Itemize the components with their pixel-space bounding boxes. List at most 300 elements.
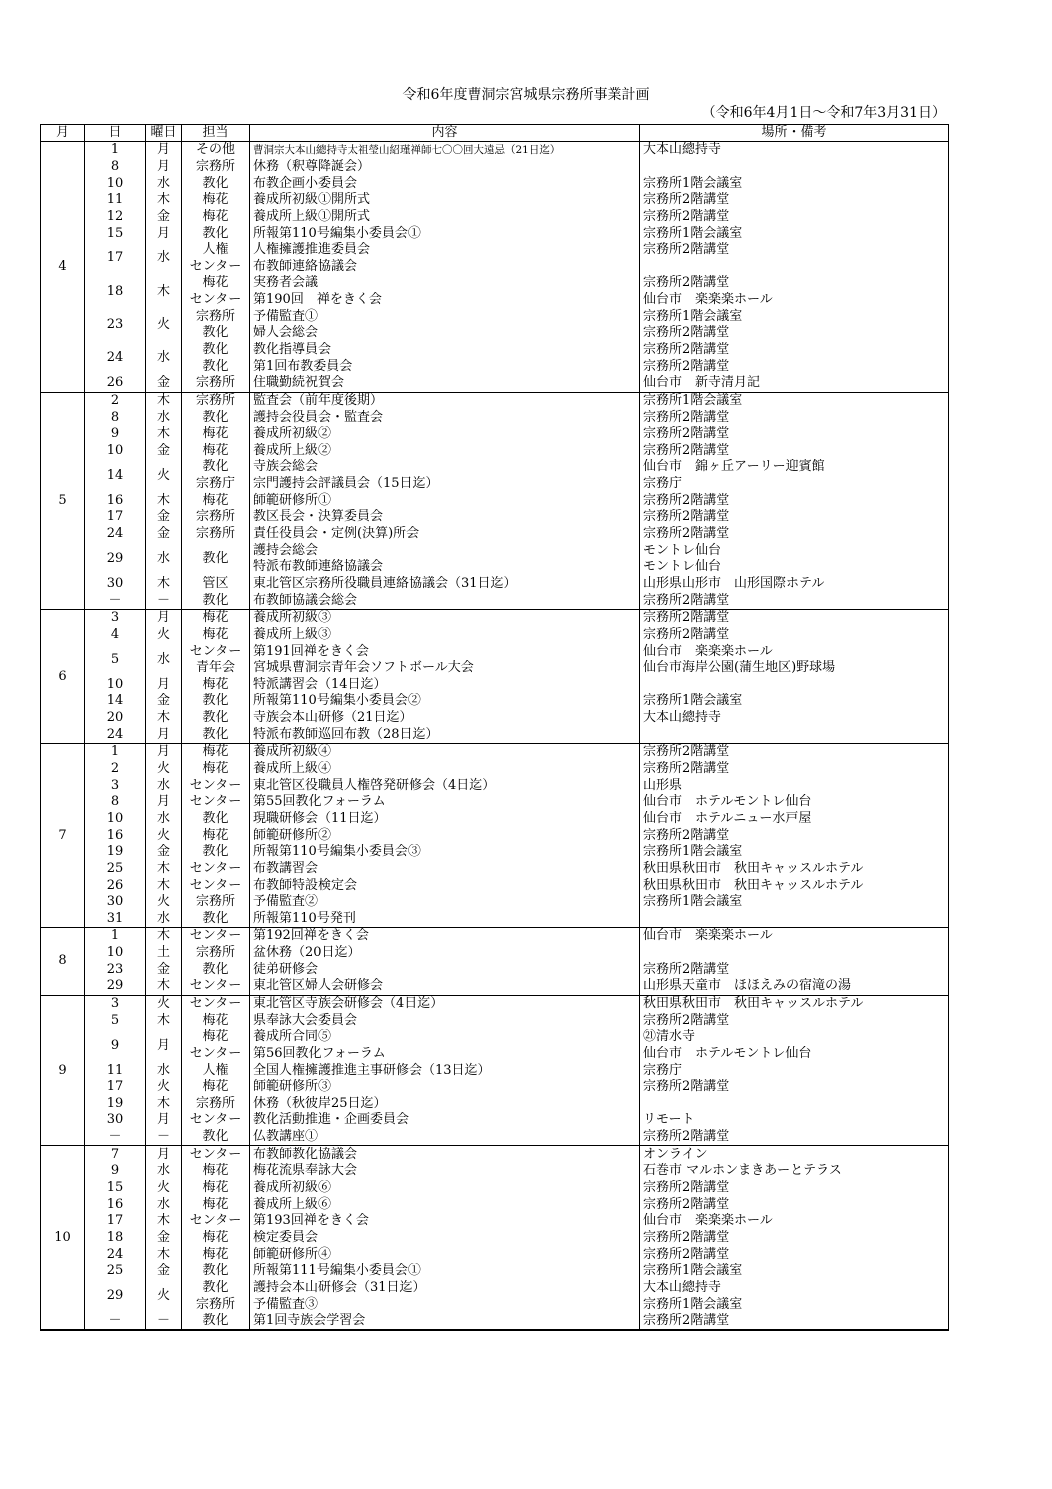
weekday-cell: 金 (146, 1263, 182, 1280)
day-cell: 10 (85, 443, 146, 460)
dept-cell: 梅花 (182, 609, 250, 626)
day-cell: 15 (85, 225, 146, 242)
dept-cell: 教化 (182, 1313, 250, 1331)
day-cell: 17 (85, 242, 146, 275)
content-cell: 師範研修所② (250, 827, 640, 844)
dept-cell: 教化 (182, 693, 250, 710)
content-cell: 教区長会・決算委員会 (250, 509, 640, 526)
dept-cell: 梅花 (182, 1163, 250, 1180)
content-cell: 第55回教化フォーラム (250, 794, 640, 811)
place-cell: 宗務所2階講堂 (640, 627, 949, 644)
content-cell: 第192回禅をきく会 (250, 928, 640, 945)
day-cell: 24 (85, 726, 146, 743)
weekday-cell: 木 (146, 576, 182, 593)
place-cell: 宗務所2階講堂 (640, 1129, 949, 1146)
table-row (41, 459, 949, 476)
dept-cell: 梅花 (182, 192, 250, 209)
content-cell: 養成所初級③ (250, 609, 640, 626)
place-cell: 秋田県秋田市 秋田キャッスルホテル (640, 861, 949, 878)
day-cell: 17 (85, 509, 146, 526)
dept-cell: 宗務所 (182, 392, 250, 409)
day-cell: 19 (85, 844, 146, 861)
dept-cell: 梅花 (182, 677, 250, 694)
weekday-cell: 月 (146, 225, 182, 242)
table-row (41, 877, 949, 894)
content-cell: 養成所上級③ (250, 627, 640, 644)
day-cell: 11 (85, 192, 146, 209)
table-header-row (41, 125, 949, 142)
day-cell: － (85, 1313, 146, 1331)
table-row (41, 609, 949, 626)
content-cell: 養成所初級①開所式 (250, 192, 640, 209)
content-cell: 婦人会総会 (250, 325, 640, 342)
dept-cell: 梅花 (182, 275, 250, 292)
place-cell: 仙台市 新寺清月記 (640, 375, 949, 392)
place-cell: 宗務所2階講堂 (640, 609, 949, 626)
table-row (41, 978, 949, 995)
dept-cell: センター (182, 794, 250, 811)
day-cell: 29 (85, 542, 146, 575)
table-row (41, 175, 949, 192)
place-cell (640, 945, 949, 962)
weekday-cell: 火 (146, 1180, 182, 1197)
dept-cell: センター (182, 861, 250, 878)
dept-cell: 教化 (182, 1280, 250, 1297)
content-cell: 布教師連絡協議会 (250, 258, 640, 275)
place-cell: 宗務所2階講堂 (640, 1246, 949, 1263)
place-cell (640, 1096, 949, 1113)
dept-cell: 教化 (182, 325, 250, 342)
day-cell: 9 (85, 426, 146, 443)
place-cell: 仙台市 ホテルモントレ仙台 (640, 794, 949, 811)
dept-cell: 教化 (182, 710, 250, 727)
content-cell: 寺族会総会 (250, 459, 640, 476)
content-cell: 予備監査① (250, 308, 640, 325)
weekday-cell: 水 (146, 643, 182, 676)
day-cell: 29 (85, 1280, 146, 1313)
place-cell: 宗務所2階講堂 (640, 409, 949, 426)
table-row (41, 627, 949, 644)
day-cell: 3 (85, 777, 146, 794)
table-row (41, 1163, 949, 1180)
day-cell: 5 (85, 643, 146, 676)
place-cell: 仙台市 錦ヶ丘アーリー迎賓館 (640, 459, 949, 476)
dept-cell: 教化 (182, 1263, 250, 1280)
table-row (41, 894, 949, 911)
weekday-cell: 金 (146, 693, 182, 710)
document-title: 令和6年度曹洞宗宮城県宗務所事業計画 (402, 87, 650, 103)
content-cell: 所報第111号編集小委員会① (250, 1263, 640, 1280)
day-cell: 15 (85, 1180, 146, 1197)
day-cell: 3 (85, 609, 146, 626)
weekday-cell: 水 (146, 542, 182, 575)
weekday-cell: 月 (146, 1029, 182, 1062)
content-cell: 養成所上級①開所式 (250, 209, 640, 226)
content-cell: 徒弟研修会 (250, 961, 640, 978)
place-cell: 宗務所2階講堂 (640, 509, 949, 526)
table-row (41, 1096, 949, 1113)
content-cell: 住職勤続祝賀会 (250, 375, 640, 392)
day-cell: 10 (85, 677, 146, 694)
day-cell: 17 (85, 1213, 146, 1230)
day-cell: 24 (85, 342, 146, 375)
place-cell: 宗務所2階講堂 (640, 1230, 949, 1247)
table-row (41, 225, 949, 242)
place-cell: 宗務所2階講堂 (640, 961, 949, 978)
table-row (41, 1029, 949, 1046)
weekday-cell: 水 (146, 1196, 182, 1213)
weekday-cell: 火 (146, 894, 182, 911)
content-cell: 梅花流県奉詠大会 (250, 1163, 640, 1180)
content-cell: 宮城県曹洞宗青年会ソフトボール大会 (250, 660, 640, 677)
document-period: （令和6年4月1日～令和7年3月31日） (701, 105, 946, 121)
table-row (41, 794, 949, 811)
content-cell: 教化活動推進・企画委員会 (250, 1112, 640, 1129)
day-cell: 3 (85, 995, 146, 1012)
weekday-cell: － (146, 1129, 182, 1146)
content-cell: 仏教講座① (250, 1129, 640, 1146)
dept-cell: 梅花 (182, 827, 250, 844)
dept-cell: 青年会 (182, 660, 250, 677)
day-cell: 1 (85, 928, 146, 945)
day-cell: 24 (85, 526, 146, 543)
day-cell: 10 (85, 945, 146, 962)
place-cell: 宗務所2階講堂 (640, 1180, 949, 1197)
weekday-cell: 月 (146, 609, 182, 626)
place-cell: 仙台市 楽楽楽ホール (640, 928, 949, 945)
table-row (41, 209, 949, 226)
content-cell: 教化指導員会 (250, 342, 640, 359)
place-cell: 大本山總持寺 (640, 1280, 949, 1297)
content-cell: 特派講習会（14日迄） (250, 677, 640, 694)
table-row (41, 811, 949, 828)
content-cell: 第191回禅をきく会 (250, 643, 640, 660)
table-row (41, 526, 949, 543)
header-month: 月 (41, 125, 85, 142)
weekday-cell: 水 (146, 175, 182, 192)
place-cell: 宗務所1階会議室 (640, 308, 949, 325)
dept-cell: 教化 (182, 910, 250, 927)
content-cell: 布教師教化協議会 (250, 1146, 640, 1163)
place-cell: 宗務所2階講堂 (640, 526, 949, 543)
header-place: 場所・備考 (640, 125, 949, 142)
dept-cell: 梅花 (182, 744, 250, 761)
table-row (41, 592, 949, 609)
weekday-cell: 月 (146, 726, 182, 743)
place-cell: 宗務庁 (640, 476, 949, 493)
day-cell: 1 (85, 744, 146, 761)
month-group (41, 995, 949, 1146)
dept-cell: 宗務所 (182, 1296, 250, 1313)
dept-cell: 宗務所 (182, 159, 250, 176)
table-row (41, 1180, 949, 1197)
weekday-cell: 火 (146, 1079, 182, 1096)
weekday-cell: 木 (146, 1096, 182, 1113)
table-row (41, 693, 949, 710)
day-cell: － (85, 592, 146, 609)
place-cell: 宗務所2階講堂 (640, 242, 949, 259)
content-cell: 第193回禅をきく会 (250, 1213, 640, 1230)
place-cell: 宗務所1階会議室 (640, 1263, 949, 1280)
place-cell: 大本山總持寺 (640, 710, 949, 727)
day-cell: 31 (85, 910, 146, 927)
table-row (41, 492, 949, 509)
table-row (41, 928, 949, 945)
weekday-cell: 火 (146, 995, 182, 1012)
day-cell: 14 (85, 693, 146, 710)
header-day: 日 (85, 125, 146, 142)
content-cell: 実務者会議 (250, 275, 640, 292)
weekday-cell: 月 (146, 142, 182, 159)
place-cell: オンライン (640, 1146, 949, 1163)
dept-cell: 宗務庁 (182, 476, 250, 493)
weekday-cell: 木 (146, 492, 182, 509)
day-cell: 1 (85, 142, 146, 159)
weekday-cell: 木 (146, 392, 182, 409)
dept-cell: 梅花 (182, 1029, 250, 1046)
day-cell: 8 (85, 159, 146, 176)
content-cell: 養成所初級④ (250, 744, 640, 761)
place-cell: 宗務所1階会議室 (640, 392, 949, 409)
dept-cell: 教化 (182, 542, 250, 575)
place-cell: モントレ仙台 (640, 542, 949, 559)
weekday-cell: 火 (146, 1280, 182, 1313)
content-cell: 東北管区宗務所役職員連絡協議会（31日迄） (250, 576, 640, 593)
dept-cell: センター (182, 292, 250, 309)
day-cell: 25 (85, 861, 146, 878)
dept-cell: センター (182, 995, 250, 1012)
day-cell: 4 (85, 627, 146, 644)
dept-cell: 宗務所 (182, 375, 250, 392)
weekday-cell: 水 (146, 1163, 182, 1180)
dept-cell: センター (182, 1213, 250, 1230)
place-cell: 山形県山形市 山形国際ホテル (640, 576, 949, 593)
weekday-cell: 金 (146, 375, 182, 392)
weekday-cell: 水 (146, 910, 182, 927)
content-cell: 寺族会本山研修（21日迄） (250, 710, 640, 727)
day-cell: 23 (85, 961, 146, 978)
content-cell: 予備監査② (250, 894, 640, 911)
day-cell: 26 (85, 375, 146, 392)
month-group (41, 609, 949, 743)
month-cell: 9 (41, 995, 85, 1146)
dept-cell: その他 (182, 142, 250, 159)
dept-cell: 教化 (182, 844, 250, 861)
month-cell: 10 (41, 1146, 85, 1331)
dept-cell: 梅花 (182, 761, 250, 778)
day-cell: 20 (85, 710, 146, 727)
content-cell: 布教師特設検定会 (250, 877, 640, 894)
day-cell: 30 (85, 576, 146, 593)
table-row (41, 995, 949, 1012)
place-cell: 宗務所2階講堂 (640, 761, 949, 778)
place-cell: 石巻市 マルホンまきあーとテラス (640, 1163, 949, 1180)
day-cell: 10 (85, 811, 146, 828)
dept-cell: 人権 (182, 1062, 250, 1079)
day-cell: 25 (85, 1263, 146, 1280)
day-cell: 8 (85, 794, 146, 811)
weekday-cell: 木 (146, 1012, 182, 1029)
day-cell: 23 (85, 308, 146, 341)
place-cell: 仙台市 ホテルニュー水戸屋 (640, 811, 949, 828)
place-cell: 宗務所1階会議室 (640, 894, 949, 911)
dept-cell: 梅花 (182, 1079, 250, 1096)
table-row (41, 242, 949, 259)
table-row (41, 1129, 949, 1146)
content-cell: 盆休務（20日迄） (250, 945, 640, 962)
table-row (41, 710, 949, 727)
dept-cell: 梅花 (182, 627, 250, 644)
table-row (41, 1313, 949, 1331)
place-cell: 宗務所2階講堂 (640, 827, 949, 844)
content-cell: 特派布教師連絡協議会 (250, 559, 640, 576)
weekday-cell: 金 (146, 509, 182, 526)
dept-cell: 梅花 (182, 443, 250, 460)
dept-cell: センター (182, 1146, 250, 1163)
place-cell: 宗務所2階講堂 (640, 1196, 949, 1213)
day-cell: 14 (85, 459, 146, 492)
content-cell: 休務（釈尊降誕会） (250, 159, 640, 176)
place-cell: 宗務所2階講堂 (640, 426, 949, 443)
table-row (41, 1246, 949, 1263)
weekday-cell: 火 (146, 308, 182, 341)
weekday-cell: 木 (146, 928, 182, 945)
table-row (41, 677, 949, 694)
place-cell: 仙台市 ホテルモントレ仙台 (640, 1046, 949, 1063)
place-cell: 宗務所2階講堂 (640, 342, 949, 359)
day-cell: 16 (85, 1196, 146, 1213)
month-group (41, 392, 949, 609)
dept-cell: 宗務所 (182, 526, 250, 543)
dept-cell: 教化 (182, 358, 250, 375)
dept-cell: センター (182, 643, 250, 660)
weekday-cell: 月 (146, 744, 182, 761)
dept-cell: 梅花 (182, 1180, 250, 1197)
place-cell: モントレ仙台 (640, 559, 949, 576)
table-row (41, 409, 949, 426)
content-cell: 養成所合同⑤ (250, 1029, 640, 1046)
table-row (41, 192, 949, 209)
weekday-cell: 水 (146, 1062, 182, 1079)
table-row (41, 844, 949, 861)
place-cell: 宗務所2階講堂 (640, 592, 949, 609)
content-cell: 布教講習会 (250, 861, 640, 878)
table-row (41, 945, 949, 962)
weekday-cell: 土 (146, 945, 182, 962)
weekday-cell: 金 (146, 209, 182, 226)
content-cell: 東北管区寺族会研修会（4日迄） (250, 995, 640, 1012)
month-group (41, 1146, 949, 1331)
place-cell (640, 726, 949, 743)
day-cell: 9 (85, 1029, 146, 1062)
day-cell: 29 (85, 978, 146, 995)
place-cell: 山形県天童市 ほほえみの宿滝の湯 (640, 978, 949, 995)
content-cell: 監査会（前年度後期） (250, 392, 640, 409)
content-cell: 予備監査③ (250, 1296, 640, 1313)
place-cell: リモート (640, 1112, 949, 1129)
dept-cell: センター (182, 877, 250, 894)
header-dept: 担当 (182, 125, 250, 142)
dept-cell: 人権 (182, 242, 250, 259)
table-row (41, 1112, 949, 1129)
place-cell: 宗務所2階講堂 (640, 1313, 949, 1331)
place-cell (640, 258, 949, 275)
content-cell: 所報第110号編集小委員会③ (250, 844, 640, 861)
place-cell: 宗務所1階会議室 (640, 225, 949, 242)
content-cell: 養成所上級④ (250, 761, 640, 778)
place-cell (640, 159, 949, 176)
place-cell: 秋田県秋田市 秋田キャッスルホテル (640, 995, 949, 1012)
place-cell (640, 677, 949, 694)
table-row (41, 910, 949, 927)
place-cell (640, 910, 949, 927)
table-row (41, 542, 949, 559)
day-cell: － (85, 1129, 146, 1146)
content-cell: 護持会総会 (250, 542, 640, 559)
content-cell: 布教師協議会総会 (250, 592, 640, 609)
table-row (41, 761, 949, 778)
table-row (41, 777, 949, 794)
place-cell: 宗務庁 (640, 1062, 949, 1079)
table-row (41, 1263, 949, 1280)
weekday-cell: 木 (146, 1246, 182, 1263)
dept-cell: 教化 (182, 459, 250, 476)
content-cell: 検定委員会 (250, 1230, 640, 1247)
weekday-cell: 木 (146, 877, 182, 894)
weekday-cell: 月 (146, 794, 182, 811)
place-cell: 宗務所2階講堂 (640, 325, 949, 342)
table-row (41, 1012, 949, 1029)
place-cell: 宗務所2階講堂 (640, 275, 949, 292)
day-cell: 2 (85, 392, 146, 409)
weekday-cell: 木 (146, 710, 182, 727)
weekday-cell: 木 (146, 192, 182, 209)
day-cell: 18 (85, 1230, 146, 1247)
day-cell: 12 (85, 209, 146, 226)
dept-cell: 宗務所 (182, 894, 250, 911)
table-row (41, 308, 949, 325)
dept-cell: 梅花 (182, 1012, 250, 1029)
dept-cell: 梅花 (182, 1230, 250, 1247)
day-cell: 16 (85, 827, 146, 844)
content-cell: 東北管区婦人会研修会 (250, 978, 640, 995)
content-cell: 現職研修会（11日迄） (250, 811, 640, 828)
content-cell: 所報第110号編集小委員会② (250, 693, 640, 710)
table-row (41, 1280, 949, 1297)
table-row (41, 1079, 949, 1096)
table-row (41, 827, 949, 844)
place-cell: 山形県 (640, 777, 949, 794)
content-cell: 特派布教師巡回布教（28日迄） (250, 726, 640, 743)
content-cell: 養成所初級⑥ (250, 1180, 640, 1197)
weekday-cell: 金 (146, 526, 182, 543)
dept-cell: 教化 (182, 175, 250, 192)
table-row (41, 643, 949, 660)
day-cell: 2 (85, 761, 146, 778)
table-row (41, 961, 949, 978)
day-cell: 17 (85, 1079, 146, 1096)
place-cell: 宗務所2階講堂 (640, 192, 949, 209)
schedule-table (40, 124, 949, 1331)
place-cell: 宗務所2階講堂 (640, 744, 949, 761)
content-cell: 師範研修所① (250, 492, 640, 509)
content-cell: 休務（秋彼岸25日迄） (250, 1096, 640, 1113)
dept-cell: 教化 (182, 342, 250, 359)
table-row (41, 1146, 949, 1163)
header-content: 内容 (250, 125, 640, 142)
day-cell: 11 (85, 1062, 146, 1079)
weekday-cell: 月 (146, 159, 182, 176)
